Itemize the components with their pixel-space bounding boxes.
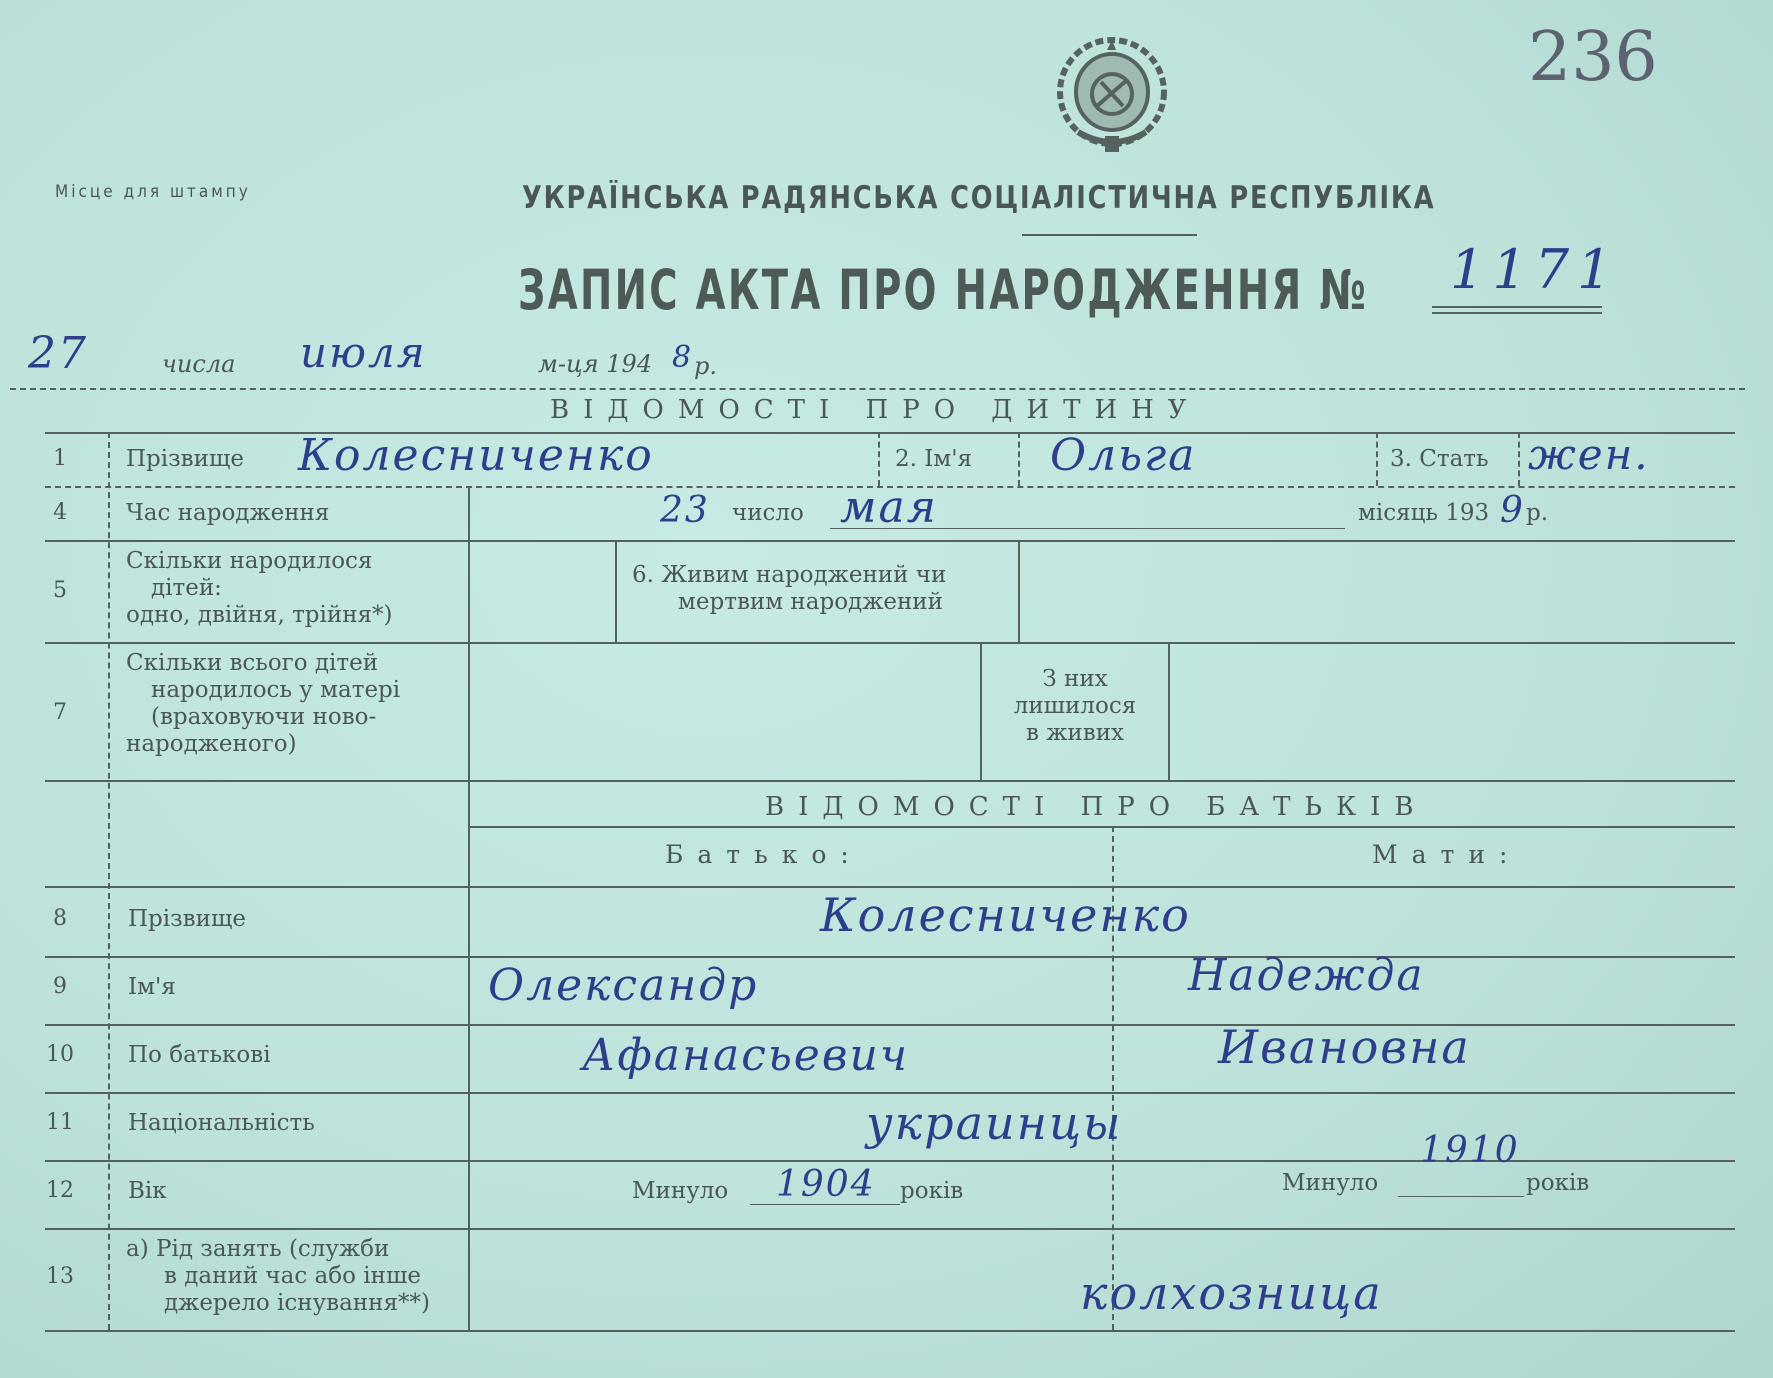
record-year-digit: 8 (672, 340, 694, 375)
birth-month-value: мая (840, 482, 938, 533)
stamp-place-label: Місце для штампу (55, 182, 251, 202)
record-day: 27 (28, 328, 88, 379)
birth-day-value: 23 (660, 490, 710, 531)
republic-heading: УКРАЇНСЬКА РАДЯНСЬКА СОЦІАЛІСТИЧНА РЕСПУБЛІКА (522, 180, 1436, 216)
patronymic-label: По батькові (128, 1042, 271, 1068)
father-header: Батько: (665, 840, 863, 869)
parent-surname-value: Колесниченко (820, 888, 1191, 942)
parent-surname-label: Прізвище (128, 906, 246, 932)
child-name-value: Ольга (1050, 430, 1197, 481)
row-number: 8 (53, 906, 67, 931)
record-year-suffix: р. (694, 352, 717, 380)
nationality-label: Національність (128, 1110, 315, 1136)
child-section-title: ВІДОМОСТІ ПРО ДИТИНУ (550, 395, 1201, 425)
row-number: 5 (53, 578, 67, 603)
birth-month-label: місяць 193 (1358, 500, 1490, 526)
mother-name-value: Надежда (1188, 950, 1425, 1001)
record-day-label: числа (162, 350, 236, 378)
row-number: 11 (46, 1110, 74, 1135)
row-number: 1 (53, 446, 67, 471)
record-month-label: м-ця 194 (538, 350, 653, 378)
nationality-value: украинцы (866, 1096, 1123, 1150)
child-surname-value: Колесниченко (298, 430, 654, 481)
birth-time-label: Час народження (126, 500, 330, 526)
father-years-label: років (900, 1178, 964, 1204)
birth-year-suffix: р. (1526, 500, 1549, 526)
mother-header: Мати: (1372, 840, 1522, 869)
birth-day-label: число (732, 500, 804, 526)
mother-patronymic-value: Ивановна (1218, 1020, 1471, 1074)
row-number: 9 (53, 974, 67, 999)
row-number: 13 (46, 1264, 74, 1289)
total-children-label: Скільки всього дітей народилось у матері (враховуючи ново- народженого) (126, 650, 401, 757)
mother-past-label: Минуло (1282, 1170, 1379, 1196)
row-number: 12 (46, 1178, 74, 1203)
row-number: 4 (53, 500, 67, 525)
father-name-value: Олександр (488, 960, 759, 1011)
heading-underline (1022, 234, 1197, 236)
child-sex-value: жен. (1528, 430, 1650, 479)
mother-age-value: 1910 (1420, 1130, 1520, 1171)
document-title: ЗАПИС АКТА ПРО НАРОДЖЕННЯ № (518, 258, 1369, 322)
surviving-children-label: З них лишилося в живих (1013, 666, 1137, 746)
alive-or-dead-label: 6. Живим народжений чи мертвим народжений (632, 562, 947, 615)
age-label: Вік (128, 1178, 167, 1204)
soviet-emblem-icon (1053, 32, 1171, 160)
mother-occupation-value: колхозница (1080, 1266, 1383, 1320)
father-past-label: Минуло (632, 1178, 729, 1204)
child-surname-label: Прізвище (126, 446, 244, 472)
record-number-underline (1432, 306, 1602, 308)
child-name-label: 2. Ім'я (895, 446, 973, 472)
row-number: 10 (46, 1042, 74, 1067)
father-age-value: 1904 (776, 1164, 876, 1205)
mother-years-label: років (1526, 1170, 1590, 1196)
child-sex-label: 3. Стать (1390, 446, 1489, 472)
record-number: 1171 (1450, 238, 1620, 301)
parents-section-title: ВІДОМОСТІ ПРО БАТЬКІВ (765, 792, 1428, 822)
record-month: июля (300, 328, 427, 377)
archive-number: 236 (1528, 18, 1658, 97)
occupation-label: а) Рід занять (служби в даний час або інше джерело існування**) (126, 1236, 430, 1316)
birth-year-digit: 9 (1500, 490, 1525, 531)
children-born-label: Скільки народилося дітей: одно, двійня, трійня*) (126, 548, 393, 628)
father-patronymic-value: Афанасьевич (582, 1030, 910, 1081)
parent-name-label: Ім'я (128, 974, 176, 1000)
row-number: 7 (53, 700, 67, 725)
date-line (10, 388, 1745, 390)
